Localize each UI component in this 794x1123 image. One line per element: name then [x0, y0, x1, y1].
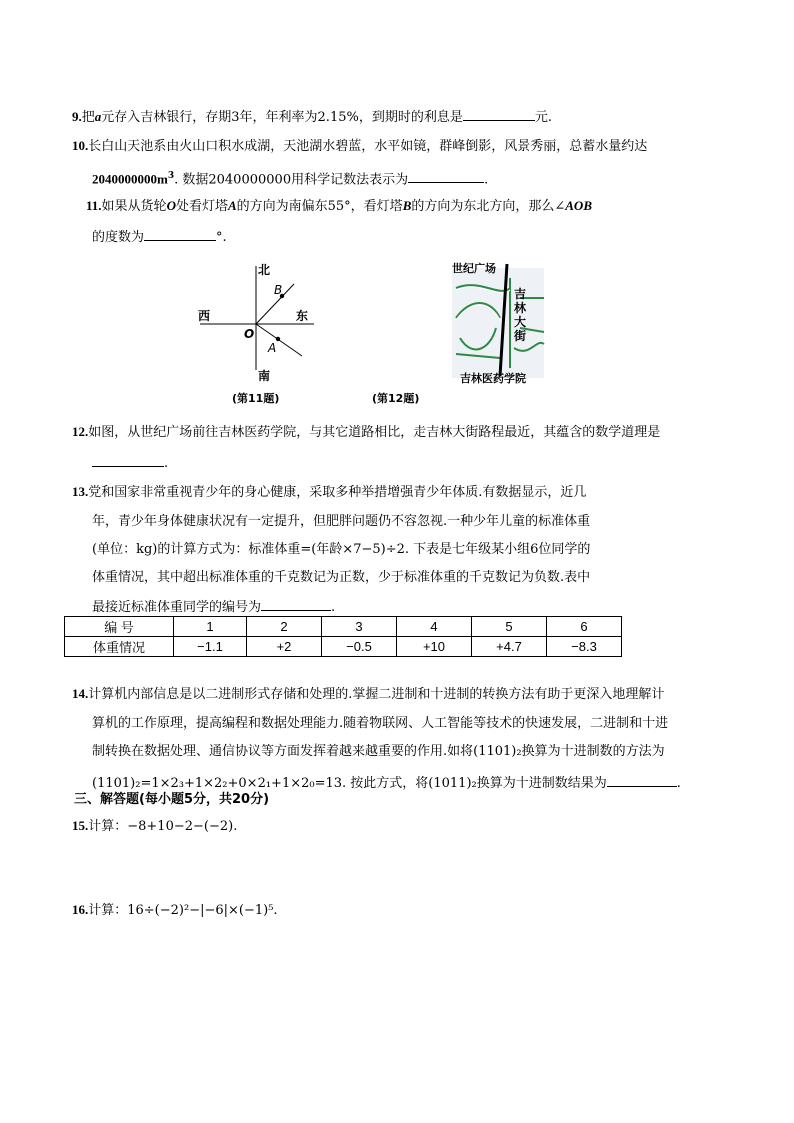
street-map	[360, 258, 560, 408]
question-10-line2: $2040000000m^3$. 数据2040000000用科学记数法表示为 .	[92, 171, 489, 188]
table-header-id: 编 号	[65, 617, 174, 637]
answer-blank[interactable]	[607, 774, 677, 787]
table-row	[65, 637, 622, 657]
north-label: 北	[258, 263, 271, 277]
table-cell: 5	[472, 617, 547, 637]
west-label: 西	[198, 309, 211, 323]
question-12-line2: .	[92, 454, 168, 472]
question-13-last: 最接近标准体重同学的编号为 .	[92, 600, 336, 615]
question-15: 15.计算：−8+10−2−(−2).	[72, 818, 238, 834]
question-13-line: (单位：kg)的计算方式为：标准体重=(年龄×7−5)÷2. 下表是七年级某小组6位同学的	[92, 542, 591, 557]
answer-blank[interactable]	[408, 170, 484, 183]
b-label: B	[274, 283, 283, 297]
question-11: 11.如果从货轮O处看灯塔A的方向为南偏东55°，看灯塔B的方向为东北方向，那么∠AOB	[86, 198, 592, 214]
answer-blank[interactable]	[92, 454, 164, 467]
question-14: 14.计算机内部信息是以二进制形式存储和处理的.掌握二进制和十进制的转换方法有助于更深入地理解计	[72, 686, 665, 702]
table-row	[65, 617, 622, 637]
table-cell: −8.3	[547, 637, 622, 657]
question-11-line2: 的度数为 °.	[92, 230, 227, 245]
weight-table	[64, 616, 622, 657]
table-cell: −1.1	[174, 637, 247, 657]
table-cell: +4.7	[472, 637, 547, 657]
road-char-4: 街	[514, 329, 527, 343]
question-9: 9.把a元存入吉林银行，存期3年，年利率为2.15%，到期时的利息是 元.	[72, 109, 552, 125]
map-label-bottom: 吉林医药学院	[460, 372, 526, 385]
road-char-1: 吉	[514, 287, 527, 301]
table-cell: 3	[322, 617, 397, 637]
table-cell: 4	[397, 617, 472, 637]
east-label: 东	[296, 309, 309, 323]
question-13: 13.党和国家非常重视青少年的身心健康，采取多种举措增强青少年体质.有数据显示，近几	[72, 484, 587, 500]
answer-blank[interactable]	[261, 598, 331, 611]
table-header-weight: 体重情况	[65, 637, 174, 657]
question-14-line: 制转换在数据处理、通信协议等方面发挥着越来越重要的作用.如将(1101)₂换算为十进制数的方法为	[92, 744, 665, 759]
south-label: 南	[258, 369, 271, 383]
road-char-3: 大	[514, 315, 527, 329]
answer-blank[interactable]	[463, 108, 535, 121]
table-cell: 1	[174, 617, 247, 637]
table-cell: 6	[547, 617, 622, 637]
point-a	[276, 337, 280, 341]
table-cell: +2	[247, 637, 322, 657]
question-13-line: 年，青少年身体健康状况有一定提升，但肥胖问题仍不容忽视.一种少年儿童的标准体重	[92, 514, 591, 529]
o-label: O	[244, 327, 255, 341]
question-number: 9.	[72, 109, 82, 124]
table-cell: −0.5	[322, 637, 397, 657]
figure-12-caption: (第12题)	[372, 392, 420, 405]
answer-blank[interactable]	[144, 228, 216, 241]
figure-11-caption: (第11题)	[232, 392, 280, 405]
compass-diagram	[190, 258, 330, 408]
question-14-last: (1101)₂=1×2₃+1×2₂+0×2₁+1×2₀=13. 按此方式，将(1011)₂换算为十进制数结果为 .	[92, 776, 681, 791]
question-14-line: 算机的工作原理，提高编程和数据处理能力.随着物联网、人工智能等技术的快速发展，二进制和十进	[92, 716, 669, 731]
question-12: 12.如图，从世纪广场前往吉林医药学院，与其它道路相比，走吉林大街路程最近，其蕴含的数学道理是	[72, 424, 661, 440]
a-label: A	[268, 341, 277, 355]
map-label-top: 世纪广场	[452, 262, 496, 275]
question-13-line: 体重情况，其中超出标准体重的千克数记为正数，少于标准体重的千克数记为负数.表中	[92, 570, 591, 585]
table-cell: +10	[397, 637, 472, 657]
question-10: 10.长白山天池系由火山口积水成湖，天池湖水碧蓝，水平如镜，群峰倒影，风景秀丽，总蓄水量约达	[72, 138, 648, 154]
table-cell: 2	[247, 617, 322, 637]
section-heading: 三、解答题(每小题5分，共20分)	[74, 792, 270, 807]
road-char-2: 林	[514, 301, 527, 315]
question-16: 16.计算：16÷(−2)²−|−6|×(−1)⁵.	[72, 902, 278, 918]
